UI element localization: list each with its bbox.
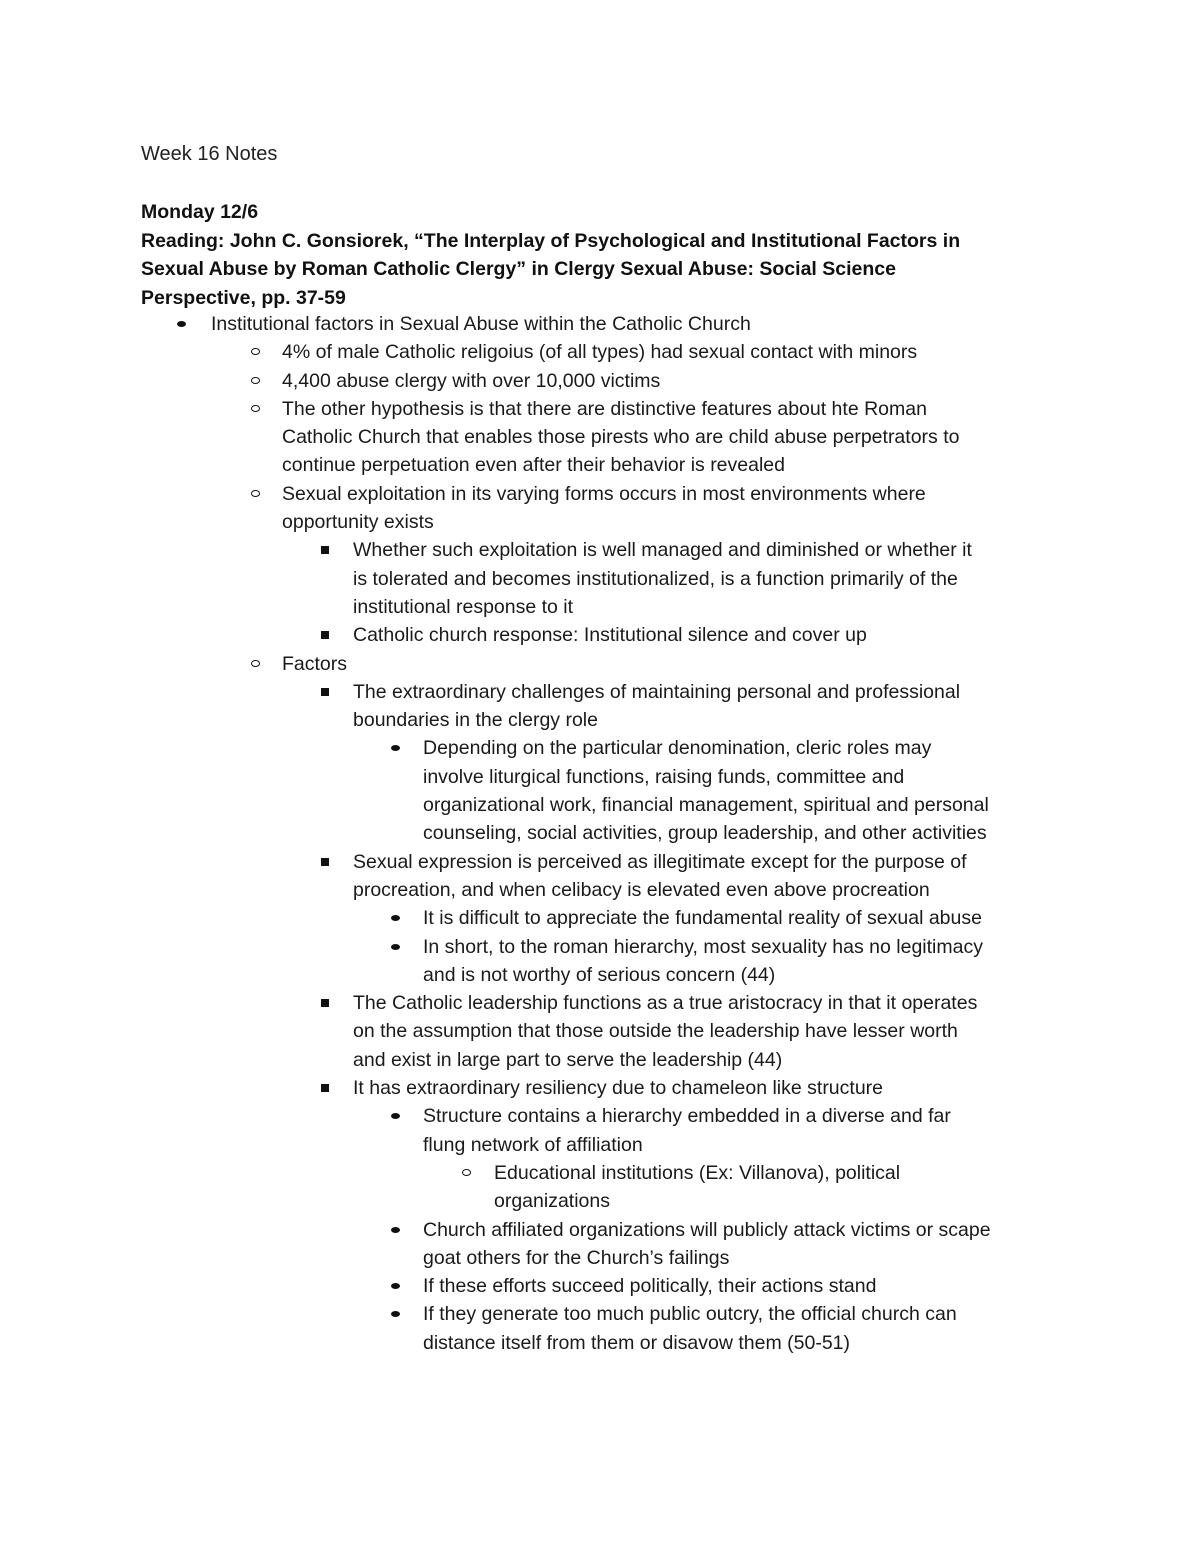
- outline-item-text: Depending on the particular denomination, cleric roles may: [423, 737, 932, 760]
- outline-item: [0, 1074, 1200, 1102]
- square-bullet-icon: [316, 1074, 336, 1102]
- heading-line-reading-pages: Perspective, pp. 37-59: [141, 286, 346, 309]
- circle-bullet-icon: [246, 395, 266, 423]
- outline-item-text: It is difficult to appreciate the fundamental reality of sexual abuse: [423, 907, 982, 930]
- disc-bullet-icon: [386, 734, 406, 762]
- disc-bullet-icon: [386, 1300, 406, 1328]
- outline-item: [0, 1272, 1200, 1300]
- disc-bullet-icon: [386, 1272, 406, 1300]
- outline-item-text: Factors: [282, 652, 348, 675]
- disc-bullet-icon: [386, 933, 406, 961]
- disc-bullet-icon: [386, 904, 406, 932]
- outline-item-text: on the assumption that those outside the leadership have lesser worth: [353, 1020, 958, 1043]
- square-bullet-icon: [316, 536, 336, 564]
- outline-item-text: procreation, and when celibacy is elevated even above procreation: [353, 878, 930, 901]
- outline-item-text: involve liturgical functions, raising funds, committee and: [423, 765, 905, 788]
- outline-item-text: counseling, social activities, group leadership, and other activities: [423, 822, 987, 845]
- outline-item: [0, 310, 1200, 338]
- outline-item-text: and is not worthy of serious concern (44): [423, 963, 776, 986]
- outline-item: [0, 650, 1200, 678]
- outline-item: [0, 848, 1200, 905]
- outline-item-text: continue perpetuation even after their behavior is revealed: [282, 454, 785, 477]
- outline-item-text: 4,400 abuse clergy with over 10,000 victims: [282, 369, 661, 392]
- outline-item-text: Catholic Church that enables those pirests who are child abuse perpetrators to: [282, 426, 960, 449]
- outline-item: [0, 621, 1200, 649]
- outline-item-text: opportunity exists: [282, 511, 434, 534]
- outline-item-text: goat others for the Church’s failings: [423, 1246, 730, 1269]
- square-bullet-icon: [316, 848, 336, 876]
- outline-item-text: Structure contains a hierarchy embedded in a diverse and far: [423, 1105, 951, 1128]
- document-title: Week 16 Notes: [141, 143, 278, 165]
- outline-item-text: The Catholic leadership functions as a true aristocracy in that it operates: [353, 992, 978, 1015]
- heading-line-reading-cont: Sexual Abuse by Roman Catholic Clergy” in Clergy Sexual Abuse: Social Science: [141, 258, 896, 280]
- outline-item: [0, 678, 1200, 735]
- outline-item-text: Institutional factors in Sexual Abuse within the Catholic Church: [211, 313, 751, 335]
- circle-bullet-icon: [246, 480, 266, 508]
- circle-bullet-icon: [246, 367, 266, 395]
- outline-item-text: Sexual exploitation in its varying forms occurs in most environments where: [282, 482, 926, 505]
- square-bullet-icon: [316, 621, 336, 649]
- outline-item-text: If these efforts succeed politically, their actions stand: [423, 1275, 877, 1298]
- outline-item-text: Educational institutions (Ex: Villanova), political: [494, 1161, 901, 1184]
- outline-item-text: The extraordinary challenges of maintaining personal and professional: [353, 680, 961, 703]
- outline-item: [0, 734, 1200, 847]
- circle-bullet-icon: [457, 1159, 477, 1187]
- outline-item-text: It has extraordinary resiliency due to chameleon like structure: [353, 1077, 884, 1100]
- outline-item-text: organizations: [494, 1190, 610, 1213]
- outline-item-text: In short, to the roman hierarchy, most sexuality has no legitimacy: [423, 935, 983, 958]
- outline-item-text: distance itself from them or disavow them (50-51): [423, 1331, 851, 1354]
- outline-item: [0, 1102, 1200, 1159]
- section-heading: [141, 198, 1071, 312]
- outline-item-text: Sexual expression is perceived as illegitimate except for the purpose of: [353, 850, 967, 873]
- outline-item: [0, 367, 1200, 395]
- outline-item: [0, 480, 1200, 537]
- notes-outline: [0, 310, 1200, 1357]
- outline-item: [0, 1216, 1200, 1273]
- outline-item-text: is tolerated and becomes institutionalized, is a function primarily of the: [353, 567, 958, 590]
- disc-bullet-icon: [386, 1216, 406, 1244]
- outline-item-text: The other hypothesis is that there are distinctive features about hte Roman: [282, 397, 927, 420]
- outline-item: [0, 933, 1200, 990]
- circle-bullet-icon: [246, 338, 266, 366]
- outline-item: [0, 989, 1200, 1074]
- outline-item-text: Whether such exploitation is well managed and diminished or whether it: [353, 539, 972, 562]
- outline-item-text: Catholic church response: Institutional silence and cover up: [353, 624, 867, 647]
- disc-bullet-icon: [386, 1102, 406, 1130]
- circle-bullet-icon: [246, 650, 266, 678]
- outline-item-text: and exist in large part to serve the leadership (44): [353, 1048, 783, 1071]
- outline-item: [0, 1159, 1200, 1216]
- outline-item-text: 4% of male Catholic religoius (of all types) had sexual contact with minors: [282, 341, 918, 364]
- heading-line-day: Monday 12/6: [141, 201, 259, 223]
- outline-item: [0, 904, 1200, 932]
- disc-bullet-icon: [172, 310, 192, 338]
- outline-item: [0, 536, 1200, 621]
- outline-item-text: organizational work, financial management, spiritual and personal: [423, 794, 989, 817]
- outline-item-text: boundaries in the clergy role: [353, 709, 598, 732]
- outline-item-text: If they generate too much public outcry, the official church can: [423, 1303, 957, 1326]
- outline-item: [0, 1300, 1200, 1357]
- outline-item: [0, 395, 1200, 480]
- heading-line-reading: Reading: John C. Gonsiorek, “The Interplay of Psychological and Institutional Factors in: [141, 229, 961, 252]
- square-bullet-icon: [316, 678, 336, 706]
- square-bullet-icon: [316, 989, 336, 1017]
- outline-item-text: flung network of affiliation: [423, 1133, 643, 1156]
- outline-item-text: Church affiliated organizations will publicly attack victims or scape: [423, 1218, 991, 1241]
- outline-item-text: institutional response to it: [353, 595, 574, 618]
- outline-item: [0, 338, 1200, 366]
